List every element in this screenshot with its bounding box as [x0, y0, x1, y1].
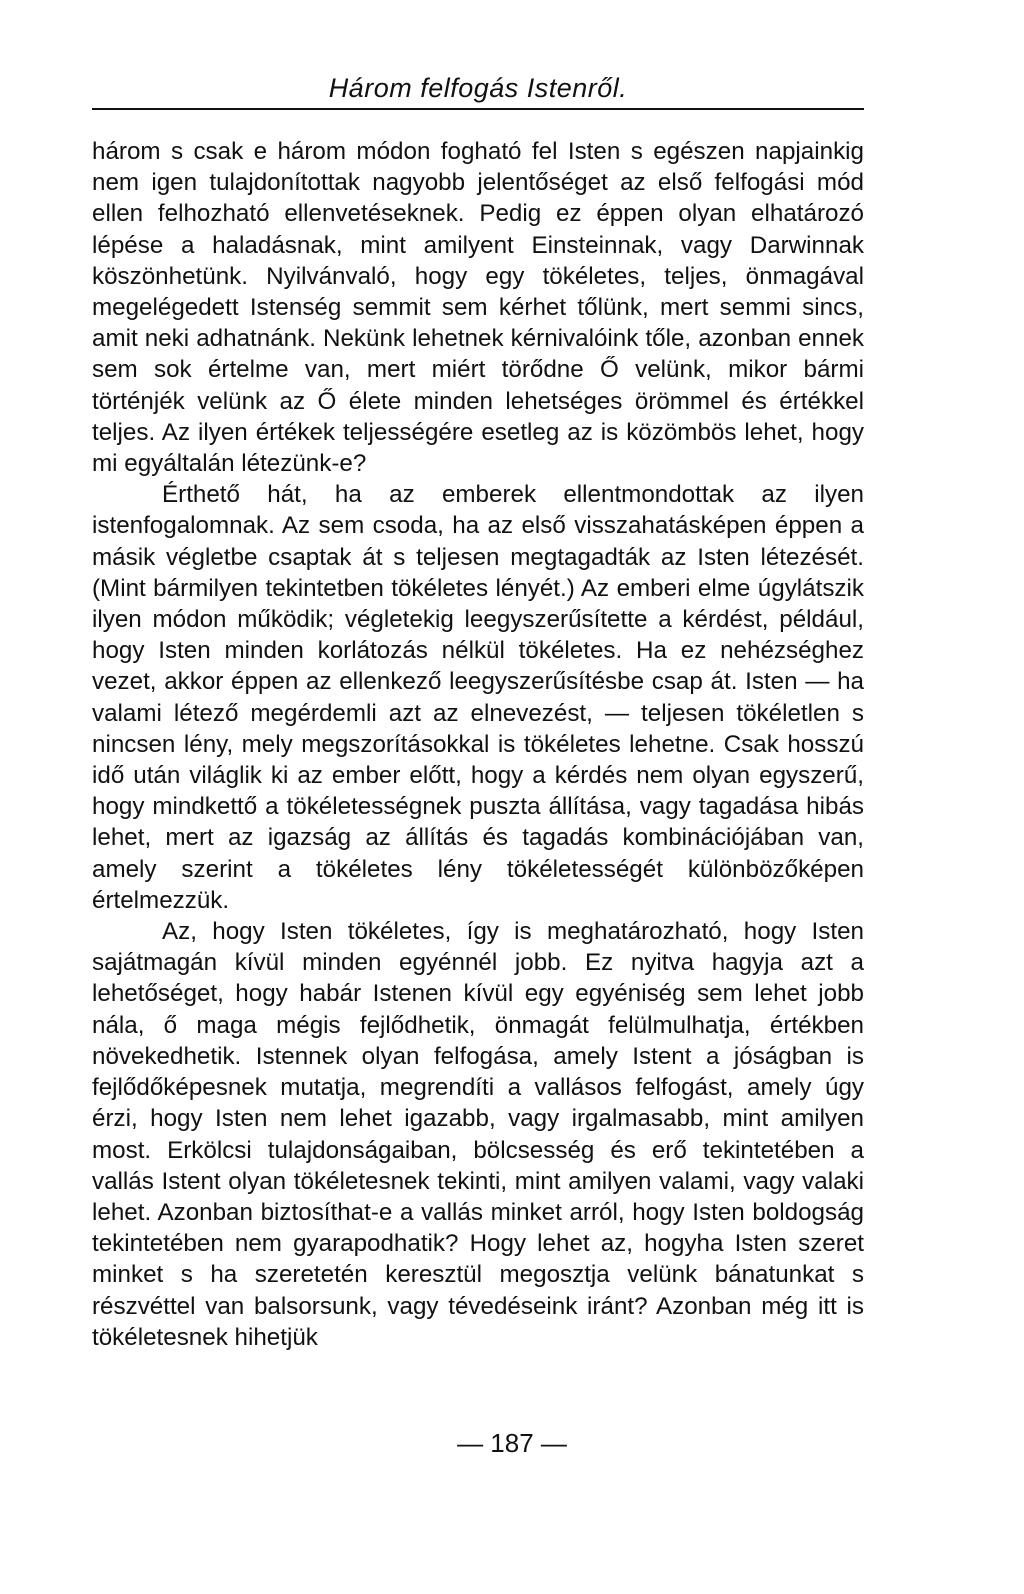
header-rule — [92, 108, 864, 110]
page-number: — 187 — — [457, 1428, 567, 1458]
running-title: Három felfogás Istenről. — [328, 73, 628, 103]
paragraph-2: Érthető hát, ha az emberek ellentmondottak az ilyen istenfogalomnak. Az sem csoda, ha az első visszahatásképen éppen a másik végletbe csaptak át s teljesen megtagadták az Isten létezését. (Mint bármilyen tekintetben tökéletes lényét.) Az emberi elme úgylátszik ilyen módon működik; végletekig leegyszerűsítette a kérdést, például, hogy Isten minden korlátozás nélkül tökéletes. Ha ez nehézséghez vezet, akkor éppen az ellenkező leegyszerűsítésbe csap át. Isten — ha valami létező megérdemli azt az elnevezést, — teljesen tökéletlen s nincsen lény, mely megszorításokkal is tökéletes lehetne. Csak hosszú idő után világlik ki az ember előtt, hogy a kérdés nem olyan egyszerű, hogy mindkettő a tökéletességnek puszta állítása, vagy tagadása hibás lehet, mert az igazság az állítás és tagadás kombinációjában van, amely szerint a tökéletes lény tökéletességét különbözőképen értelmezzük. — [92, 481, 864, 914]
paragraph-3: Az, hogy Isten tökéletes, így is meghatározható, hogy Isten sajátmagán kívül minden egyénnél jobb. Ez nyitva hagyja azt a lehetőséget, hogy habár Istenen kívül egy egyéniség sem lehet jobb nála, ő maga mégis fejlődhetik, önmagát felülmulhatja, értékben növekedhetik. Istennek olyan felfogása, amely Istent a jóságban is fejlődőképesnek mutatja, megrendíti a vallásos felfogást, amely úgy érzi, hogy Isten nem lehet igazabb, vagy irgalmasabb, mint amilyen most. Erkölcsi tulajdonságaiban, bölcsesség és erő tekintetében a vallás Istent olyan tökéletesnek tekinti, mint amilyen valami, vagy valaki lehet. Azonban biztosíthat-e a vallás minket arról, hogy Isten boldogság tekintetében nem gyarapodhatik? Hogy lehet az, hogyha Isten szeret minket s ha szeretetén keresztül megosztja velünk bánatunkat s részvéttel van balsorsunk, vagy tévedéseink iránt? Azonban még itt is tökéletesnek hihetjük — [92, 918, 864, 1351]
paragraph-1: három s csak e három módon fogható fel Isten s egészen napjainkig nem igen tulajdonítottak nagyobb jelentőséget az első felfogási mód ellen felhozható ellenvetéseknek. Pedig ez éppen olyan elhatározó lépése a haladásnak, mint amilyent Einsteinnak, vagy Darwinnak köszönhetünk. Nyilvánvaló, hogy egy tökéletes, teljes, önmagával megelégedett Istenség semmit sem kérhet tőlünk, mert semmi sincs, amit neki adhatnánk. Nekünk lehetnek kérnivalóink tőle, azonban ennek sem sok értelme van, mert miért törődne Ő velünk, mikor bármi történjék velünk az Ő élete minden lehetséges örömmel és értékkel teljes. Az ilyen értékek teljességére esetleg az is közömbös lehet, hogy mi egyáltalán létezünk-e? — [92, 138, 864, 478]
book-page — [92, 72, 864, 1353]
body-text — [92, 136, 864, 1353]
